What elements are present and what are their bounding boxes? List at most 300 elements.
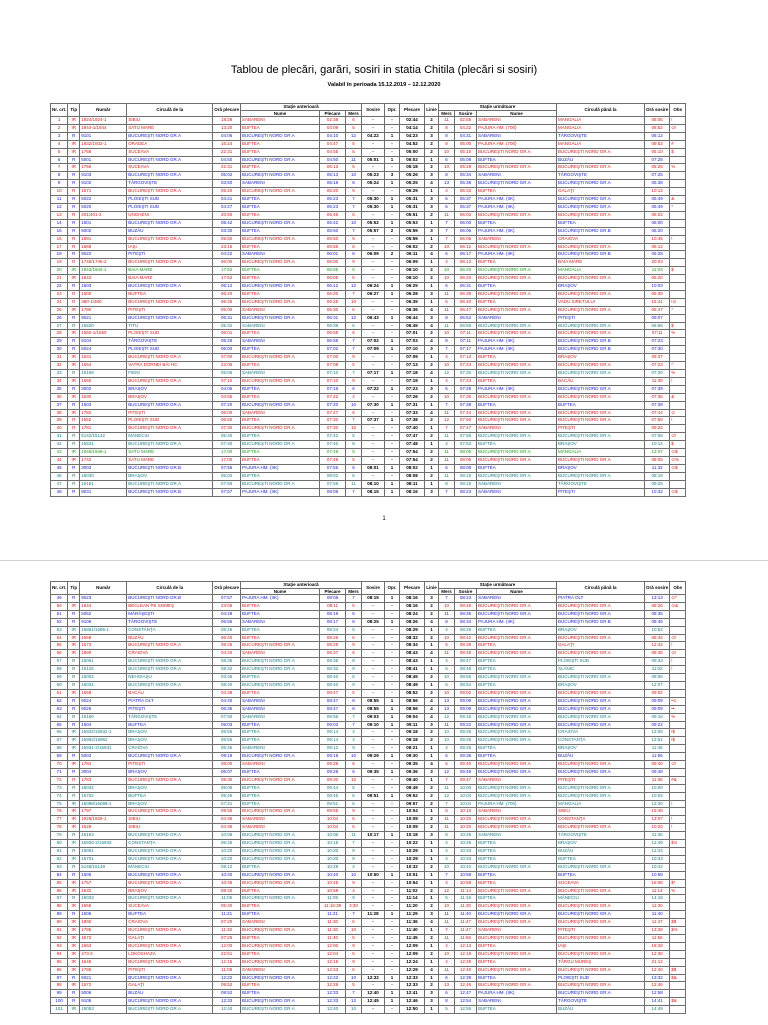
cell-plecare: 08:52: [400, 689, 425, 697]
cell-statie-urmatoare: BUFTEA: [477, 626, 557, 634]
cell-numar: 15932/15932-1: [80, 729, 127, 737]
cell-opr: -: [385, 456, 400, 464]
cell-tip: IR: [68, 124, 80, 132]
cell-obs: %: [670, 713, 686, 721]
cell-obs: %: [670, 370, 686, 378]
table-row: [51, 433, 686, 441]
cell-ora-sosire: 08:52: [645, 124, 670, 132]
cell-statie-anterioara: BUFTEA: [241, 203, 320, 211]
cell-linie: 1: [425, 425, 439, 433]
cell-circula-de-la: BUZĂU: [127, 990, 213, 998]
cell-circula-de-la: BUCUREŞTI NORD GR.A: [127, 425, 213, 433]
cell-circula-pana-la: MANGALIA: [557, 117, 645, 125]
cell-numar: 1668: [80, 243, 127, 251]
cell-statie-urmatoare: SABARENI: [477, 314, 557, 322]
cell-circula-de-la: BUCUREŞTI NORD GR.A: [127, 283, 213, 291]
cell-ora-plecare: 08:40: [213, 887, 241, 895]
cell-next-sosire: 09:48: [455, 768, 477, 776]
cell-nr: 86: [51, 887, 68, 895]
cell-next-sosire: 10:04: [455, 800, 477, 808]
cell-linie: 3: [425, 385, 439, 393]
cell-obs: $$: [670, 966, 686, 974]
cell-statie-anterioara: BUFTEA: [241, 721, 320, 729]
cell-circula-de-la: BUZĂU: [127, 634, 213, 642]
cell-numar: 15051: [80, 848, 127, 856]
cell-circula-pana-la: CONSTANŢA: [557, 737, 645, 745]
header-circula-de-la: Circulă de la: [127, 582, 213, 595]
cell-tip: R: [68, 283, 80, 291]
cell-opr: -: [385, 602, 400, 610]
cell-circula-de-la: PLOIEŞTI SUD: [127, 196, 213, 204]
cell-numar: 1506: [80, 911, 127, 919]
cell-ora-sosire: 18:06: [645, 879, 670, 887]
cell-obs: ⊙%: [670, 456, 686, 464]
cell-circula-pana-la: VADU SIRETULUI: [557, 298, 645, 306]
cell-sosire: 08:55: [362, 705, 385, 713]
cell-next-mers: 6: [439, 974, 455, 982]
cell-prev-mers: 6: [346, 800, 362, 808]
cell-statie-anterioara: SABARENI: [241, 705, 320, 713]
cell-plecare: 07:10: [400, 346, 425, 354]
cell-prev-mers: 5: [346, 164, 362, 172]
cell-opr: -: [385, 681, 400, 689]
cell-obs: !$: [670, 737, 686, 745]
table-row: [51, 401, 686, 409]
cell-next-sosire: 05:00: [455, 140, 477, 148]
cell-obs: [670, 283, 686, 291]
cell-circula-pana-la: CONSTANŢA: [557, 816, 645, 824]
cell-circula-pana-la: BUZĂU: [557, 848, 645, 856]
cell-linie: 1: [425, 942, 439, 950]
cell-linie: 3: [425, 768, 439, 776]
cell-tip: IR: [68, 117, 80, 125]
cell-circula-de-la: BECLEAN PE SOMEŞ: [127, 602, 213, 610]
cell-statie-urmatoare: BUFTEA: [477, 354, 557, 362]
cell-next-mers: 6: [439, 753, 455, 761]
cell-prev-mers: 9: [346, 235, 362, 243]
cell-nr: 69: [51, 753, 68, 761]
cell-obs: ⊙!: [670, 433, 686, 441]
cell-statie-anterioara: BUFTEA: [241, 729, 320, 737]
cell-next-mers: 11: [439, 824, 455, 832]
cell-obs: [670, 251, 686, 259]
cell-next-mers: 4: [439, 848, 455, 856]
timetable-page-2: [0, 560, 768, 1025]
cell-circula-pana-la: BUCUREŞTI NORD GR.A: [557, 761, 645, 769]
cell-circula-pana-la: PITEŞTI: [557, 776, 645, 784]
cell-circula-de-la: MĂNECIU: [127, 433, 213, 441]
cell-numar: 5024: [80, 346, 127, 354]
cell-statie-urmatoare: BUCUREŞTI NORD GR.A: [477, 919, 557, 927]
cell-next-sosire: 12:47: [455, 990, 477, 998]
cell-next-sosire: 08:19: [455, 480, 477, 488]
cell-circula-de-la: BRAŞOV: [127, 472, 213, 480]
cell-prev-plecare: 07:00: [320, 354, 346, 362]
cell-statie-anterioara: BUCUREŞTI NORD GR.A: [241, 354, 320, 362]
table-row: [51, 267, 686, 275]
cell-plecare: 08:24: [400, 610, 425, 618]
cell-next-mers: 8: [439, 140, 455, 148]
cell-next-mers: 5: [439, 666, 455, 674]
cell-prev-plecare: 08:08: [320, 595, 346, 603]
cell-opr: -: [385, 816, 400, 824]
cell-tip: R: [68, 871, 80, 879]
cell-linie: 2: [425, 330, 439, 338]
cell-statie-anterioara: SABARENI: [241, 650, 320, 658]
cell-prev-mers: 9: [346, 666, 362, 674]
cell-circula-de-la: BUFTEA: [127, 792, 213, 800]
cell-circula-pana-la: BUCUREŞTI NORD GR.A: [557, 824, 645, 832]
cell-linie: 2: [425, 610, 439, 618]
cell-obs: $: [670, 267, 686, 275]
cell-plecare: 07:54: [400, 456, 425, 464]
cell-nr: 49: [51, 595, 68, 603]
cell-prev-mers: 7: [346, 488, 362, 496]
cell-circula-pana-la: MANGALIA: [557, 800, 645, 808]
cell-plecare: 08:16: [400, 488, 425, 496]
cell-numar: 5142/15142: [80, 433, 127, 441]
cell-statie-urmatoare: BUCUREŞTI NORD GR.A: [477, 211, 557, 219]
cell-prev-mers: 9: [346, 958, 362, 966]
cell-next-mers: 11: [439, 117, 455, 125]
cell-obs: !: [670, 417, 686, 425]
cell-next-sosire: 07:52: [455, 441, 477, 449]
table-row: [51, 705, 686, 713]
table-row: [51, 298, 686, 306]
cell-obs: $⊙: [670, 840, 686, 848]
cell-ora-plecare: 20:50: [213, 211, 241, 219]
cell-next-mers: 7: [439, 425, 455, 433]
cell-ora-sosire: 10:00: [645, 784, 670, 792]
cell-opr: -: [385, 306, 400, 314]
cell-obs: [670, 871, 686, 879]
cell-statie-anterioara: BUCUREŞTI NORD GR.A: [241, 832, 320, 840]
cell-nr: 87: [51, 895, 68, 903]
cell-numar: 1504: [80, 721, 127, 729]
cell-obs: [670, 180, 686, 188]
cell-circula-pana-la: TÂRGOVIŞTE: [557, 480, 645, 488]
cell-statie-urmatoare: PAJURA HM. (IIK): [477, 203, 557, 211]
cell-linie: 1: [425, 879, 439, 887]
cell-sosire: -: [362, 409, 385, 417]
cell-nr: 89: [51, 911, 68, 919]
cell-opr: 1: [385, 370, 400, 378]
cell-linie: 4: [425, 322, 439, 330]
cell-statie-anterioara: PAJURA HM. (IIK): [241, 464, 320, 472]
cell-tip: R: [68, 674, 80, 682]
cell-nr: 97: [51, 974, 68, 982]
cell-numar: 15033: [80, 895, 127, 903]
cell-ora-plecare: 03:50: [213, 180, 241, 188]
cell-nr: 78: [51, 824, 68, 832]
cell-prev-mers: 7: [346, 595, 362, 603]
cell-statie-urmatoare: BUCUREŞTI NORD GR.A: [477, 393, 557, 401]
cell-circula-pana-la: BUCUREŞTI NORD GR.B: [557, 346, 645, 354]
cell-prev-plecare: 06:00: [320, 259, 346, 267]
cell-circula-pana-la: BUCUREŞTI NORD GR.A: [557, 721, 645, 729]
table-row: [51, 330, 686, 338]
cell-circula-de-la: MĂNECIU: [127, 863, 213, 871]
cell-sosire: -: [362, 848, 385, 856]
cell-nr: 74: [51, 792, 68, 800]
cell-tip: IR: [68, 855, 80, 863]
cell-prev-mers: 8: [346, 618, 362, 626]
table-row: [51, 124, 686, 132]
cell-plecare: 05:59: [400, 235, 425, 243]
cell-obs: !: [670, 658, 686, 666]
header-plecare: Plecare: [400, 582, 425, 595]
cell-sosire: 06:43: [362, 314, 385, 322]
cell-plecare: 11:20: [400, 903, 425, 911]
cell-obs: $*: [670, 879, 686, 887]
cell-numar: 3004: [80, 768, 127, 776]
cell-prev-mers: 9: [346, 259, 362, 267]
cell-ora-plecare: 10:06: [213, 832, 241, 840]
cell-circula-de-la: BUCUREŞTI NORD GR.A: [127, 848, 213, 856]
cell-statie-anterioara: BUFTEA: [241, 148, 320, 156]
cell-tip: R: [68, 259, 80, 267]
table-row: [51, 464, 686, 472]
cell-statie-urmatoare: BUFTEA: [477, 879, 557, 887]
cell-opr: -: [385, 634, 400, 642]
cell-statie-urmatoare: BUFTEA: [477, 942, 557, 950]
cell-statie-urmatoare: SABARENI: [477, 172, 557, 180]
cell-circula-de-la: CRAIOVA: [127, 745, 213, 753]
cell-ora-plecare: 05:02: [213, 172, 241, 180]
cell-next-sosire: 09:25: [455, 745, 477, 753]
cell-plecare: 08:16: [400, 595, 425, 603]
cell-nr: 82: [51, 855, 68, 863]
cell-sosire: 09:10: [362, 721, 385, 729]
cell-prev-mers: 10: [346, 753, 362, 761]
cell-statie-anterioara: SABARENI: [241, 816, 320, 824]
cell-statie-anterioara: BUCUREŞTI NORD GR.A: [241, 1006, 320, 1014]
cell-opr: 1: [385, 832, 400, 840]
cell-numar: 1501: [80, 219, 127, 227]
header-statie-urmatoare: Staţie următoare: [439, 582, 557, 589]
cell-numar: 1944-1/1944: [80, 124, 127, 132]
cell-circula-de-la: TÂRGOVIŞTE: [127, 180, 213, 188]
table-row: [51, 934, 686, 942]
cell-ora-plecare: 05:05: [213, 370, 241, 378]
cell-prev-plecare: 05:46: [320, 211, 346, 219]
cell-ora-plecare: 04:36: [213, 824, 241, 832]
cell-linie: 3: [425, 132, 439, 140]
cell-tip: R: [68, 768, 80, 776]
cell-ora-plecare: 06:00: [213, 259, 241, 267]
cell-ora-sosire: 12:24: [645, 848, 670, 856]
table-row: [51, 243, 686, 251]
cell-circula-pana-la: BUCUREŞTI NORD GR.A: [557, 919, 645, 927]
cell-circula-pana-la: BRAŞOV: [557, 441, 645, 449]
cell-next-sosire: 08:47: [455, 658, 477, 666]
header-prev-nume: Nume: [241, 110, 320, 117]
header-nr: Nr. crt.: [51, 582, 68, 595]
cell-next-mers: 7: [439, 927, 455, 935]
cell-nr: 56: [51, 650, 68, 658]
cell-tip: IR: [68, 354, 80, 362]
cell-next-mers: 10: [439, 634, 455, 642]
cell-opr: -: [385, 140, 400, 148]
cell-nr: 73: [51, 784, 68, 792]
cell-sosire: -: [362, 942, 385, 950]
cell-numar: 1782: [80, 409, 127, 417]
cell-nr: 65: [51, 721, 68, 729]
cell-ora-plecare: 11:21: [213, 911, 241, 919]
cell-next-sosire: 05:28: [455, 164, 477, 172]
cell-circula-pana-la: BUCUREŞTI NORD GR.A: [557, 950, 645, 958]
cell-numar: 5001: [80, 156, 127, 164]
table-row: [51, 990, 686, 998]
cell-circula-pana-la: IAŞI: [557, 942, 645, 950]
table-row: [51, 642, 686, 650]
cell-nr: 81: [51, 848, 68, 856]
cell-statie-urmatoare: BUCUREŞTI NORD GR.A: [477, 966, 557, 974]
cell-prev-mers: 9: [346, 681, 362, 689]
cell-circula-de-la: SATU MARE: [127, 456, 213, 464]
cell-prev-plecare: 11:16:39: [320, 903, 346, 911]
cell-obs: ⊙$: [670, 449, 686, 457]
cell-statie-urmatoare: BUCUREŞTI NORD GR.A: [477, 674, 557, 682]
cell-statie-anterioara: BUCUREŞTI NORD GR.A: [241, 642, 320, 650]
cell-sosire: -: [362, 737, 385, 745]
cell-next-mers: 11: [439, 721, 455, 729]
cell-obs: ⊙&: [670, 602, 686, 610]
cell-circula-de-la: UNGHENI: [127, 211, 213, 219]
table-row: [51, 610, 686, 618]
cell-ora-plecare: 06:12: [213, 283, 241, 291]
cell-linie: 3: [425, 832, 439, 840]
cell-statie-anterioara: BUFTEA: [241, 472, 320, 480]
cell-linie: 4: [425, 705, 439, 713]
table-row: [51, 618, 686, 626]
cell-prev-plecare: 06:12: [320, 283, 346, 291]
cell-sosire: -: [362, 840, 385, 848]
cell-tip: IR: [68, 824, 80, 832]
header-prev-plecare: Plecare: [320, 588, 346, 595]
cell-statie-urmatoare: BUCUREŞTI NORD GR.A: [477, 330, 557, 338]
cell-linie: 1: [425, 188, 439, 196]
cell-opr: -: [385, 800, 400, 808]
cell-tip: R: [68, 227, 80, 235]
cell-next-sosire: 09:22: [455, 721, 477, 729]
table-row: [51, 1006, 686, 1014]
cell-circula-de-la: BUCUREŞTI NORD GR.A: [127, 377, 213, 385]
table-row: [51, 441, 686, 449]
cell-next-mers: 4: [439, 958, 455, 966]
cell-circula-pana-la: GALAŢI: [557, 188, 645, 196]
cell-opr: -: [385, 362, 400, 370]
cell-plecare: 05:25: [400, 180, 425, 188]
cell-ora-sosire: 13:28: [645, 927, 670, 935]
cell-circula-pana-la: BUCUREŞTI NORD GR.A: [557, 211, 645, 219]
cell-sosire: 07:37: [362, 417, 385, 425]
cell-linie: 4: [425, 409, 439, 417]
cell-numar: 1645: [80, 958, 127, 966]
cell-circula-pana-la: BUFTEA: [557, 855, 645, 863]
cell-nr: 57: [51, 658, 68, 666]
cell-ora-plecare: 06:55: [213, 729, 241, 737]
cell-next-mers: 11: [439, 650, 455, 658]
header-next-mers: Mers: [439, 110, 455, 117]
cell-opr: -: [385, 966, 400, 974]
cell-tip: R: [68, 618, 80, 626]
cell-ora-plecare: 08:00: [213, 761, 241, 769]
header-statie-anterioara: Staţie anterioară: [241, 104, 362, 111]
cell-ora-sosire: 06:20: [645, 275, 670, 283]
cell-numar: 5002: [80, 227, 127, 235]
cell-plecare: 08:32: [400, 634, 425, 642]
cell-ora-plecare: 22:31: [213, 164, 241, 172]
cell-prev-mers: 9: [346, 188, 362, 196]
cell-prev-plecare: 09:55: [320, 808, 346, 816]
cell-tip: R: [68, 338, 80, 346]
cell-statie-urmatoare: BUFTEA: [477, 188, 557, 196]
cell-circula-pana-la: CRAIOVA: [557, 729, 645, 737]
cell-numar: 5003: [80, 753, 127, 761]
cell-opr: -: [385, 903, 400, 911]
cell-circula-pana-la: BUFTEA: [557, 401, 645, 409]
cell-nr: 16: [51, 235, 68, 243]
cell-circula-de-la: VATRA DORNEI BĂI HC.: [127, 362, 213, 370]
cell-ora-plecare: 06:25: [213, 298, 241, 306]
cell-obs: [670, 911, 686, 919]
cell-statie-urmatoare: BUCUREŞTI NORD GR.A: [477, 887, 557, 895]
cell-next-sosire: 06:31: [455, 283, 477, 291]
cell-ora-plecare: 09:55: [213, 808, 241, 816]
cell-circula-pana-la: PLOIEŞTI SUD: [557, 658, 645, 666]
cell-sosire: -: [362, 982, 385, 990]
cell-obs: [670, 753, 686, 761]
cell-sosire: -: [362, 626, 385, 634]
cell-statie-anterioara: BUFTEA: [241, 290, 320, 298]
cell-tip: R: [68, 721, 80, 729]
cell-statie-urmatoare: BUFTEA: [477, 895, 557, 903]
cell-ora-sosire: 07:23: [645, 338, 670, 346]
cell-obs: *: [670, 203, 686, 211]
table-row: [51, 879, 686, 887]
cell-obs: %: [670, 330, 686, 338]
cell-ora-plecare: 10:20: [213, 848, 241, 856]
cell-circula-pana-la: BUCUREŞTI NORD GR.A: [557, 911, 645, 919]
cell-prev-mers: 5: [346, 140, 362, 148]
cell-nr: 93: [51, 942, 68, 950]
cell-numar: 5006: [80, 990, 127, 998]
cell-prev-mers: 9: [346, 895, 362, 903]
cell-prev-plecare: 07:20: [320, 401, 346, 409]
cell-obs: [670, 472, 686, 480]
cell-statie-urmatoare: BUCUREŞTI NORD GR.A: [477, 816, 557, 824]
cell-next-sosire: 08:08: [455, 464, 477, 472]
cell-opr: 1: [385, 705, 400, 713]
cell-sosire: -: [362, 441, 385, 449]
cell-ora-sosire: 09:09: [645, 705, 670, 713]
table-row: [51, 950, 686, 958]
cell-tip: R: [68, 188, 80, 196]
cell-next-sosire: 08:23: [455, 488, 477, 496]
cell-statie-urmatoare: SABARENI: [477, 927, 557, 935]
cell-prev-mers: 6: [346, 306, 362, 314]
cell-prev-plecare: 09:19: [320, 753, 346, 761]
cell-statie-anterioara: BUCUREŞTI NORD GR.A: [241, 958, 320, 966]
cell-prev-plecare: 06:31: [320, 314, 346, 322]
cell-numar: 1891: [80, 235, 127, 243]
cell-statie-urmatoare: SABARENI: [477, 776, 557, 784]
cell-nr: 96: [51, 966, 68, 974]
table-row: [51, 800, 686, 808]
cell-prev-plecare: 08:40: [320, 681, 346, 689]
cell-nr: 76: [51, 808, 68, 816]
